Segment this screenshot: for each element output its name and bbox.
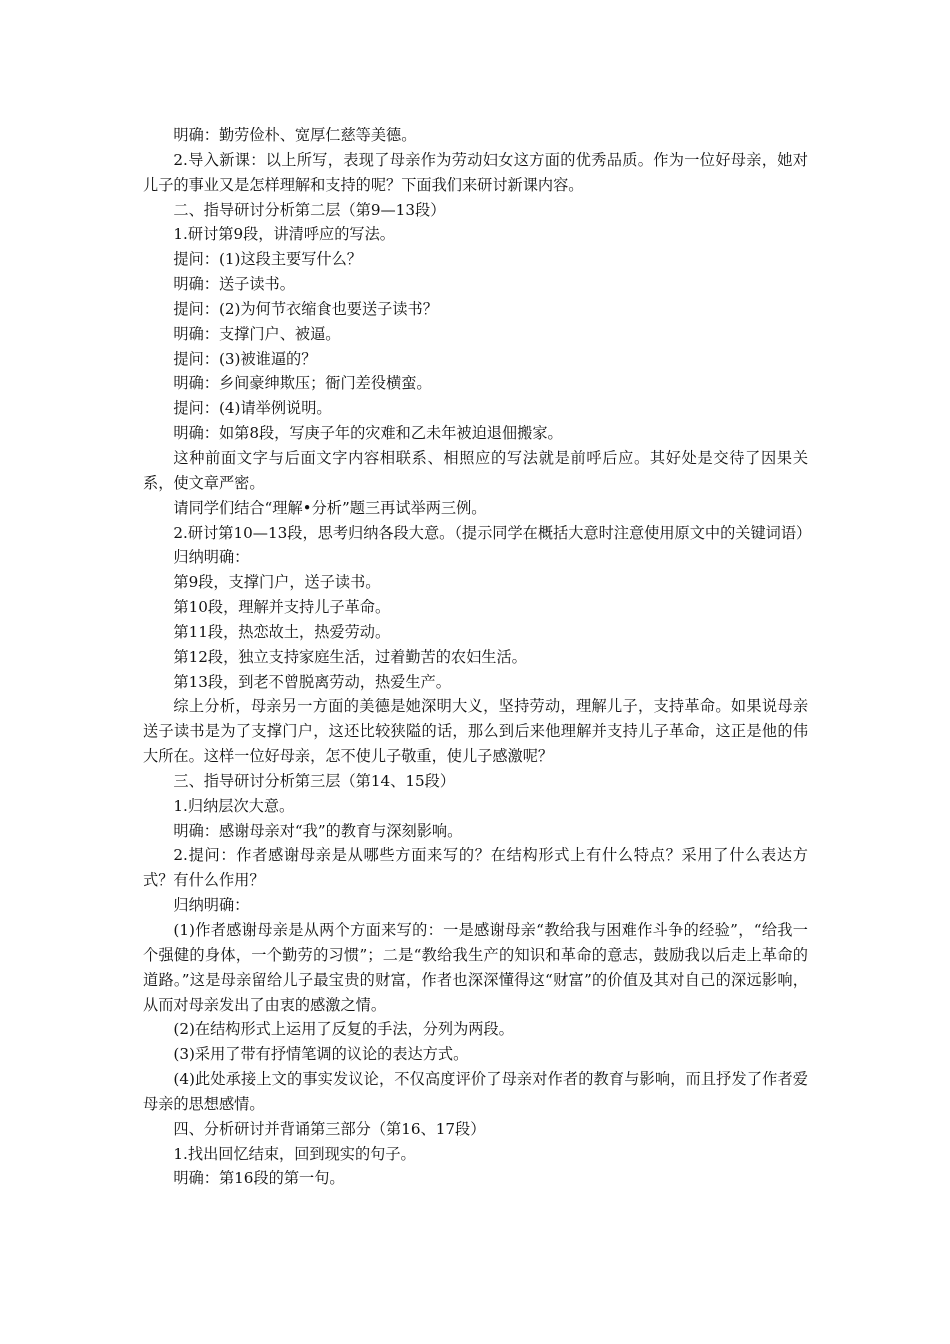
paragraph: 归纳明确： — [173, 896, 250, 915]
paragraph: 提问：(4)请举例说明。 — [173, 399, 332, 418]
paragraph: 提问：(1)这段主要写什么？ — [173, 250, 362, 269]
paragraph: 明确：勤劳俭朴、宽厚仁慈等美德。 — [173, 126, 417, 144]
paragraph: 第11段，热恋故土，热爱劳动。 — [173, 622, 391, 641]
paragraph: 第13段，到老不曾脱离劳动，热爱生产。 — [173, 672, 451, 691]
paragraph: 1.找出回忆结束，回到现实的句子。 — [173, 1144, 416, 1163]
section-heading: 四、分析研讨并背诵第三部分（第16、17段） — [173, 1119, 486, 1138]
paragraph: 综上分析，母亲另一方面的美德是她深明大义，坚持劳动，理解儿子，支持革命。如果说母亲送子读书是为了支撑门户，这还比较狭隘的话，那么到后来他理解并支持儿子革命，这正是他的伟大所在。这样一位好母亲，怎不使儿子敬重，使儿子感激呢？ — [143, 697, 808, 766]
paragraph: (4)此处承接上文的事实发议论，不仅高度评价了母亲对作者的教育与影响，而且抒发了作者爱母亲的思想感情。 — [143, 1070, 808, 1113]
paragraph: 第10段，理解并支持儿子革命。 — [173, 598, 391, 617]
paragraph: 提问：(2)为何节衣缩食也要送子读书？ — [173, 299, 438, 318]
paragraph: 2.研讨第10—13段，思考归纳各段大意。（提示同学在概括大意时注意使用原文中的关键词语） — [173, 523, 812, 542]
paragraph: (2)在结构形式上运用了反复的手法，分列为两段。 — [173, 1020, 514, 1039]
paragraph: 第9段，支撑门户，送子读书。 — [173, 573, 381, 592]
section-heading: 三、指导研讨分析第三层（第14、15段） — [173, 771, 456, 790]
paragraph: 请同学们结合“理解•分析”题三再试举两三例。 — [173, 498, 487, 517]
paragraph: (1)作者感谢母亲是从两个方面来写的：一是感谢母亲“教给我与困难作斗争的经验”，“给我一个强健的身体，一个勤劳的习惯”；二是“教给我生产的知识和革命的意志，鼓励我以后走上革命的道路。”这是母亲留给儿子最宝贵的财富，作者也深深懂得这“财富”的价值及其对自己的深远影响，从而对母亲发出了由衷的感激之情。 — [143, 921, 808, 1014]
paragraph: 明确：送子读书。 — [173, 275, 295, 294]
section-heading: 二、指导研讨分析第二层（第9—13段） — [173, 200, 446, 219]
paragraph: 2.导入新课：以上所写，表现了母亲作为劳动妇女这方面的优秀品质。作为一位好母亲，她对儿子的事业又是怎样理解和支持的呢？下面我们来研讨新课内容。 — [143, 150, 808, 194]
paragraph: 这种前面文字与后面文字内容相联系、相照应的写法就是前呼后应。其好处是交待了因果关系，使文章严密。 — [143, 448, 808, 492]
paragraph: 明确：感谢母亲对“我”的教育与深刻影响。 — [173, 821, 463, 840]
paragraph: 明确：支撑门户、被逼。 — [173, 324, 341, 343]
paragraph: 明确：乡间豪绅欺压；衙门差役横蛮。 — [173, 374, 432, 393]
paragraph: 明确：如第8段，写庚子年的灾难和乙未年被迫退佃搬家。 — [173, 424, 563, 443]
paragraph: 2.提问：作者感谢母亲是从哪些方面来写的？在结构形式上有什么特点？采用了什么表达方式？有什么作用？ — [143, 846, 808, 890]
paragraph: 明确：第16段的第一句。 — [173, 1169, 345, 1188]
document-body — [143, 123, 812, 1191]
paragraph: (3)采用了带有抒情笔调的议论的表达方式。 — [173, 1045, 469, 1064]
paragraph: 1.研讨第9段，讲清呼应的写法。 — [173, 225, 395, 244]
paragraph: 归纳明确： — [173, 548, 250, 567]
paragraph: 1.归纳层次大意。 — [173, 796, 295, 815]
paragraph: 第12段，独立支持家庭生活，过着勤苦的农妇生活。 — [173, 647, 527, 666]
paragraph: 提问：(3)被谁逼的？ — [173, 349, 317, 368]
